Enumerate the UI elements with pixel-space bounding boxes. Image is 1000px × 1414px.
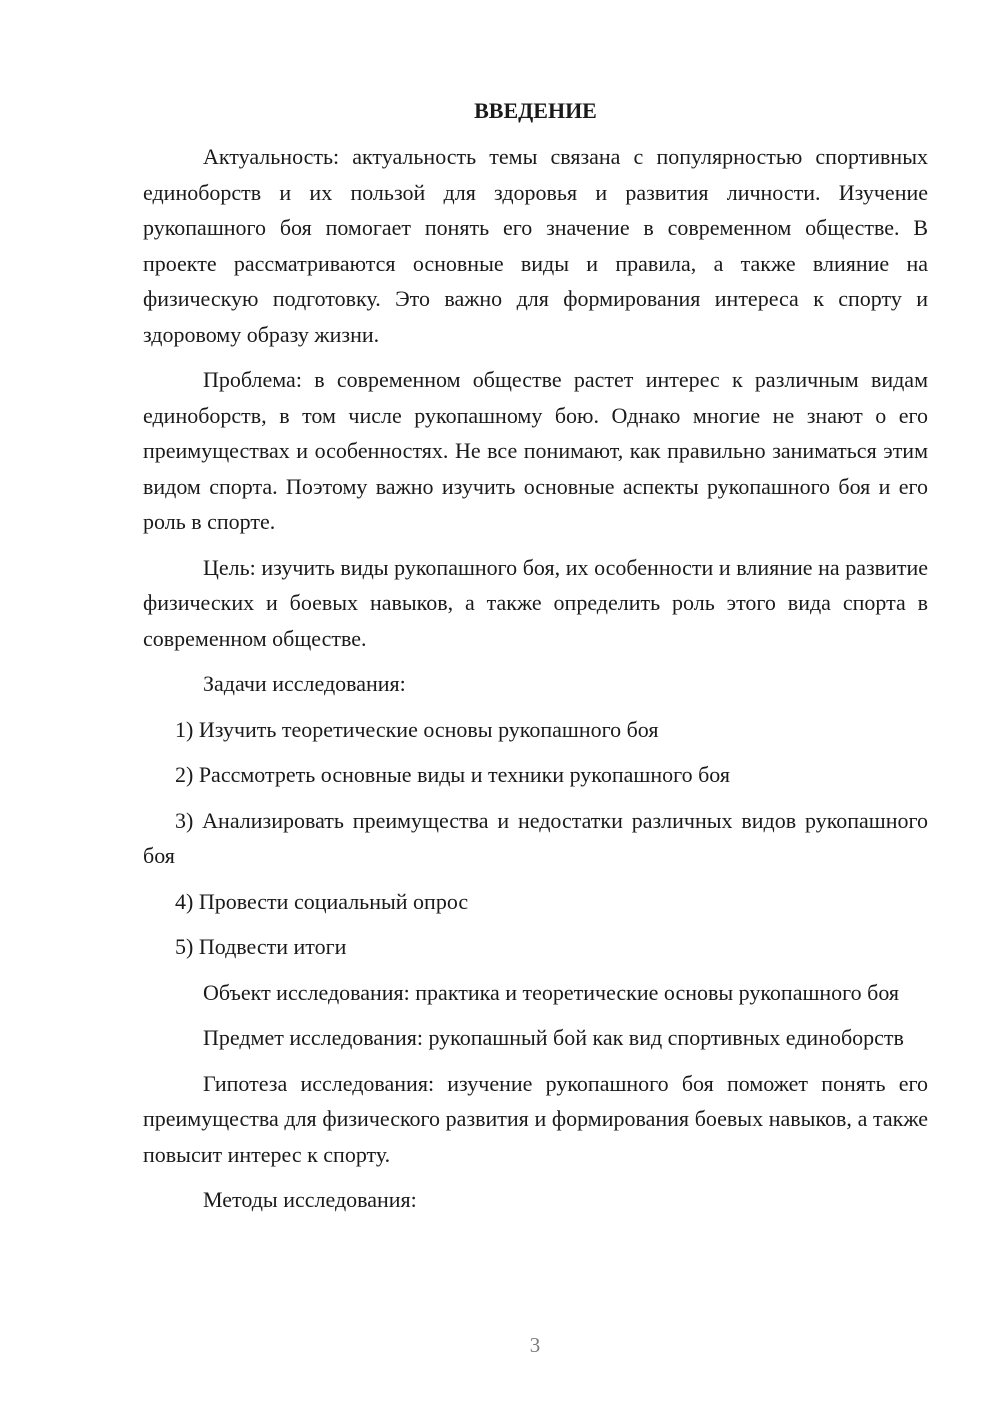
hypothesis-paragraph: Гипотеза исследования: изучение рукопашного боя поможет понять его преимущества для физического развития и формирования боевых навыков, а также повысит интерес к спорту. [143,1070,928,1167]
goal-paragraph: Цель: изучить виды рукопашного боя, их особенности и влияние на развитие физических и боевых навыков, а также определить роль этого вида спорта в современном обществе. [143,554,928,651]
section-heading: ВВЕДЕНИЕ [474,98,597,123]
task-item-5: 5) Подвести итоги [175,934,347,959]
problem-paragraph: Проблема: в современном обществе растет интерес к различным видам единоборств, в том числе рукопашному бою. Однако многие не знают о его преимуществах и особенностях. Не все понимают, как правильно заниматься этим видом спорта. Поэтому важно изучить основные аспекты рукопашного боя и его роль в спорте. [143,367,928,534]
task-item-3: 3) Анализировать преимущества и недостатки различных видов рукопашного боя [143,807,928,868]
methods-heading: Методы исследования: [203,1187,417,1212]
task-item-2: 2) Рассмотреть основные виды и техники рукопашного боя [175,762,730,787]
relevance-paragraph: Актуальность: актуальность темы связана с популярностью спортивных единоборств и их пользой для здоровья и развития личности. Изучение рукопашного боя помогает понять его значение в современном обществе. В проекте рассматриваются основные виды и правила, а также влияние на физическую подготовку. Это важно для формирования интереса к спорту и здоровому образу жизни. [143,144,928,347]
subject-paragraph: Предмет исследования: рукопашный бой как вид спортивных единоборств [203,1025,904,1050]
object-paragraph: Объект исследования: практика и теоретические основы рукопашного боя [203,979,900,1005]
task-item-4: 4) Провести социальный опрос [175,888,469,914]
task-item-1: 1) Изучить теоретические основы рукопашного боя [175,716,659,742]
page-content [143,95,928,1228]
page-number: 3 [529,1333,541,1357]
tasks-heading: Задачи исследования: [203,671,406,696]
